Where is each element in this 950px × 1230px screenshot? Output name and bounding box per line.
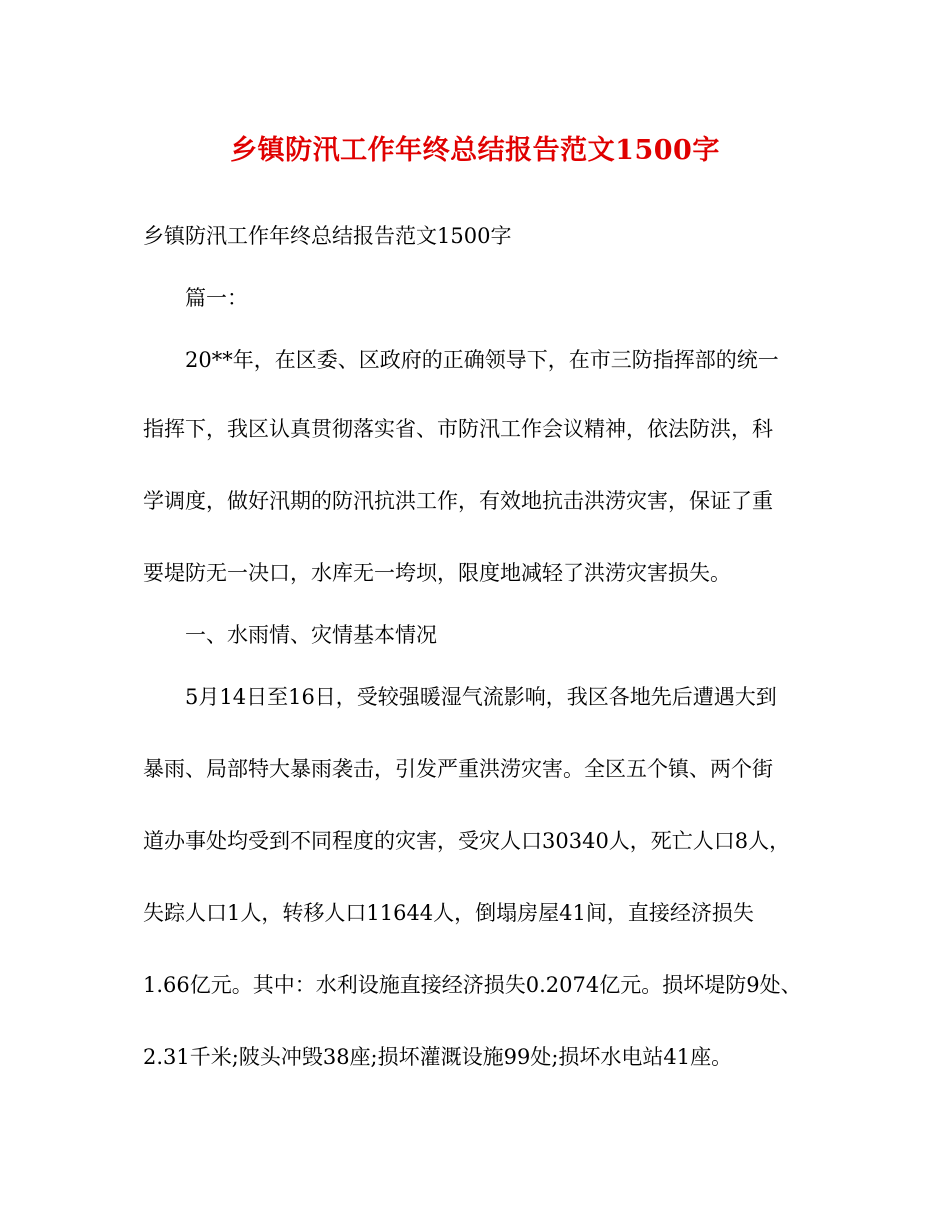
paragraph-line: 指挥下，我区认真贯彻落实省、市防汛工作会议精神，依法防洪，科 bbox=[143, 417, 773, 441]
paragraph-line: 暴雨、局部特大暴雨袭击，引发严重洪涝灾害。全区五个镇、两个街 bbox=[143, 757, 773, 781]
paragraph-line: 5月14日至16日，受较强暖湿气流影响，我区各地先后遭遇大到 bbox=[185, 685, 777, 709]
paragraph-line: 2.31千米;陂头冲毁38座;损坏灌溉设施99处;损坏水电站41座。 bbox=[143, 1045, 733, 1069]
subtitle-line: 乡镇防汛工作年终总结报告范文1500字 bbox=[143, 224, 512, 248]
section-label: 篇一： bbox=[185, 286, 248, 310]
paragraph-line: 道办事处均受到不同程度的灾害，受灾人口30340人，死亡人口8人， bbox=[143, 829, 791, 853]
document-title: 乡镇防汛工作年终总结报告范文1500字 bbox=[230, 135, 720, 166]
paragraph-line: 失踪人口1人，转移人口11644人，倒塌房屋41间，直接经济损失 bbox=[143, 901, 754, 925]
paragraph-line: 要堤防无一决口，水库无一垮坝，限度地减轻了洪涝灾害损失。 bbox=[143, 561, 731, 585]
paragraph-line: 20**年，在区委、区政府的正确领导下，在市三防指挥部的统一 bbox=[185, 348, 779, 372]
paragraph-line: 1.66亿元。其中：水利设施直接经济损失0.2074亿元。损坏堤防9处、 bbox=[143, 973, 802, 997]
section-heading: 一、水雨情、灾情基本情况 bbox=[185, 623, 437, 647]
paragraph-line: 学调度，做好汛期的防汛抗洪工作，有效地抗击洪涝灾害，保证了重 bbox=[143, 489, 773, 513]
